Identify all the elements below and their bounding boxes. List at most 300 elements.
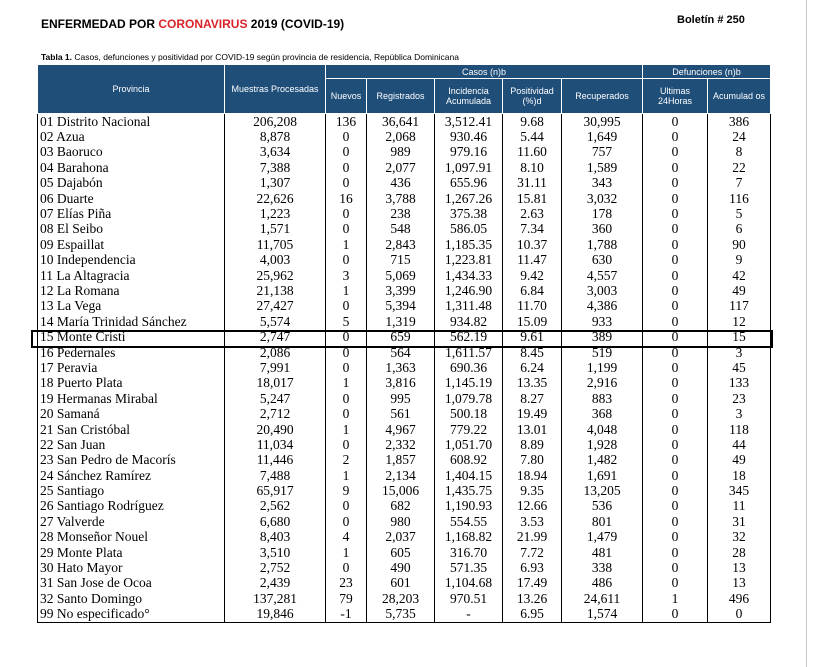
cell-ultimas: 0 xyxy=(643,268,708,283)
cell-positividad: 19.49 xyxy=(503,406,562,421)
cell-registrados: 1,363 xyxy=(367,360,435,375)
cell-ultimas: 0 xyxy=(643,283,708,298)
cell-registrados: 659 xyxy=(367,329,435,344)
cell-acumuladas: 496 xyxy=(708,591,771,606)
cell-nuevos: 1 xyxy=(326,376,367,391)
cell-positividad: 11.60 xyxy=(503,145,562,160)
cell-muestras: 11,705 xyxy=(225,237,326,252)
cell-acumuladas: 44 xyxy=(708,437,771,452)
cell-provincia: 10 Independencia xyxy=(38,253,225,268)
cell-incidencia: 1,145.19 xyxy=(435,376,503,391)
cell-incidencia: - xyxy=(435,607,503,623)
cell-muestras: 1,307 xyxy=(225,176,326,191)
cell-ultimas: 0 xyxy=(643,468,708,483)
cell-incidencia: 934.82 xyxy=(435,314,503,329)
cell-nuevos: 0 xyxy=(326,560,367,575)
cell-nuevos: 23 xyxy=(326,576,367,591)
cell-registrados: 15,006 xyxy=(367,483,435,498)
cell-provincia: 12 La Romana xyxy=(38,283,225,298)
table-row xyxy=(38,406,771,421)
cell-positividad: 10.37 xyxy=(503,237,562,252)
cell-nuevos: 0 xyxy=(326,360,367,375)
cell-nuevos: 0 xyxy=(326,514,367,529)
table-row xyxy=(38,299,771,314)
cell-nuevos: 9 xyxy=(326,483,367,498)
cell-nuevos: 1 xyxy=(326,468,367,483)
cell-nuevos: 2 xyxy=(326,453,367,468)
cell-recuperados: 360 xyxy=(562,222,643,237)
cell-registrados: 5,069 xyxy=(367,268,435,283)
cell-recuperados: 801 xyxy=(562,514,643,529)
cell-incidencia: 1,611.57 xyxy=(435,345,503,360)
cell-recuperados: 1,199 xyxy=(562,360,643,375)
cell-provincia: 26 Santiago Rodríguez xyxy=(38,499,225,514)
table-row xyxy=(38,129,771,144)
cell-incidencia: 1,190.93 xyxy=(435,499,503,514)
cell-acumuladas: 3 xyxy=(708,345,771,360)
cell-incidencia: 779.22 xyxy=(435,422,503,437)
report-title: ENFERMEDAD POR CORONAVIRUS 2019 (COVID-19) xyxy=(41,17,345,31)
cell-incidencia: 316.70 xyxy=(435,545,503,560)
page-edge xyxy=(806,0,807,667)
table-row xyxy=(38,391,771,406)
table-row xyxy=(38,422,771,437)
table-row xyxy=(38,160,771,175)
cell-nuevos: 0 xyxy=(326,329,367,344)
cell-positividad: 13.26 xyxy=(503,591,562,606)
cell-muestras: 8,878 xyxy=(225,129,326,144)
cell-muestras: 1,223 xyxy=(225,206,326,221)
cell-nuevos: 1 xyxy=(326,422,367,437)
cell-acumuladas: 11 xyxy=(708,499,771,514)
cell-nuevos: 0 xyxy=(326,176,367,191)
cell-provincia: 06 Duarte xyxy=(38,191,225,206)
table-row xyxy=(38,591,771,606)
cell-nuevos: 4 xyxy=(326,530,367,545)
cell-provincia: 24 Sánchez Ramírez xyxy=(38,468,225,483)
cell-recuperados: 1,482 xyxy=(562,453,643,468)
cell-registrados: 3,399 xyxy=(367,283,435,298)
cell-incidencia: 571.35 xyxy=(435,560,503,575)
cell-muestras: 6,680 xyxy=(225,514,326,529)
cell-acumuladas: 386 xyxy=(708,114,771,130)
cell-muestras: 65,917 xyxy=(225,483,326,498)
cell-incidencia: 970.51 xyxy=(435,591,503,606)
cell-incidencia: 979.16 xyxy=(435,145,503,160)
cell-provincia: 03 Baoruco xyxy=(38,145,225,160)
cell-incidencia: 690.36 xyxy=(435,360,503,375)
cell-acumuladas: 15 xyxy=(708,329,771,344)
cell-muestras: 8,403 xyxy=(225,530,326,545)
cell-recuperados: 13,205 xyxy=(562,483,643,498)
table-row xyxy=(38,314,771,329)
cell-recuperados: 1,479 xyxy=(562,530,643,545)
cell-registrados: 561 xyxy=(367,406,435,421)
table-row xyxy=(38,545,771,560)
cell-acumuladas: 22 xyxy=(708,160,771,175)
cell-nuevos: 0 xyxy=(326,129,367,144)
cell-positividad: 3.53 xyxy=(503,514,562,529)
cell-registrados: 2,077 xyxy=(367,160,435,175)
cell-registrados: 36,641 xyxy=(367,114,435,130)
cell-provincia: 14 María Trinidad Sánchez xyxy=(38,314,225,329)
highlight-box xyxy=(31,330,773,348)
table-row xyxy=(38,530,771,545)
cell-provincia: 31 San Jose de Ocoa xyxy=(38,576,225,591)
cell-positividad: 13.35 xyxy=(503,376,562,391)
cell-positividad: 9.35 xyxy=(503,483,562,498)
cell-positividad: 7.72 xyxy=(503,545,562,560)
cell-provincia: 09 Espaillat xyxy=(38,237,225,252)
cell-provincia: 15 Monte Cristi xyxy=(38,329,225,344)
cell-registrados: 436 xyxy=(367,176,435,191)
title-highlight: CORONAVIRUS xyxy=(158,17,248,31)
cell-muestras: 137,281 xyxy=(225,591,326,606)
cell-provincia: 05 Dajabón xyxy=(38,176,225,191)
cell-muestras: 11,034 xyxy=(225,437,326,452)
cell-acumuladas: 31 xyxy=(708,514,771,529)
cell-muestras: 2,086 xyxy=(225,345,326,360)
cell-ultimas: 0 xyxy=(643,607,708,623)
cell-acumuladas: 13 xyxy=(708,576,771,591)
header-provincia: Provincia xyxy=(38,65,225,114)
header-nuevos: Nuevos xyxy=(326,79,367,114)
table-row xyxy=(38,499,771,514)
cell-ultimas: 0 xyxy=(643,114,708,130)
cell-ultimas: 0 xyxy=(643,206,708,221)
cell-ultimas: 0 xyxy=(643,129,708,144)
cell-ultimas: 0 xyxy=(643,499,708,514)
cell-positividad: 2.63 xyxy=(503,206,562,221)
cell-nuevos: 0 xyxy=(326,222,367,237)
cell-muestras: 2,439 xyxy=(225,576,326,591)
cell-recuperados: 757 xyxy=(562,145,643,160)
cell-recuperados: 486 xyxy=(562,576,643,591)
cell-nuevos: 16 xyxy=(326,191,367,206)
cell-incidencia: 1,434.33 xyxy=(435,268,503,283)
header-casos-group: Casos (n)b xyxy=(326,65,643,79)
cell-positividad: 8.10 xyxy=(503,160,562,175)
cell-recuperados: 30,995 xyxy=(562,114,643,130)
table-row xyxy=(38,237,771,252)
cell-ultimas: 0 xyxy=(643,422,708,437)
cell-incidencia: 930.46 xyxy=(435,129,503,144)
cell-incidencia: 1,223.81 xyxy=(435,253,503,268)
cell-nuevos: 1 xyxy=(326,237,367,252)
cell-recuperados: 3,032 xyxy=(562,191,643,206)
cell-provincia: 02 Azua xyxy=(38,129,225,144)
table-row xyxy=(38,483,771,498)
cell-nuevos: 1 xyxy=(326,283,367,298)
cell-acumuladas: 49 xyxy=(708,283,771,298)
cell-registrados: 601 xyxy=(367,576,435,591)
cell-provincia: 22 San Juan xyxy=(38,437,225,452)
table-body xyxy=(38,114,771,623)
table-row xyxy=(38,176,771,191)
cell-recuperados: 1,574 xyxy=(562,607,643,623)
cell-incidencia: 608.92 xyxy=(435,453,503,468)
cell-positividad: 15.09 xyxy=(503,314,562,329)
cell-positividad: 9.68 xyxy=(503,114,562,130)
header-muestras: Muestras Procesadas xyxy=(225,65,326,114)
cell-provincia: 29 Monte Plata xyxy=(38,545,225,560)
cell-nuevos: 79 xyxy=(326,591,367,606)
cell-recuperados: 368 xyxy=(562,406,643,421)
cell-incidencia: 586.05 xyxy=(435,222,503,237)
cell-positividad: 15.81 xyxy=(503,191,562,206)
cell-acumuladas: 32 xyxy=(708,530,771,545)
cell-nuevos: 0 xyxy=(326,145,367,160)
cell-positividad: 8.89 xyxy=(503,437,562,452)
cell-ultimas: 0 xyxy=(643,329,708,344)
header-incidencia: Incidencia Acumulada xyxy=(435,79,503,114)
cell-ultimas: 0 xyxy=(643,299,708,314)
cell-muestras: 20,490 xyxy=(225,422,326,437)
cell-muestras: 25,962 xyxy=(225,268,326,283)
table-row xyxy=(38,437,771,452)
cell-ultimas: 0 xyxy=(643,560,708,575)
cell-positividad: 5.44 xyxy=(503,129,562,144)
cell-nuevos: 136 xyxy=(326,114,367,130)
cell-muestras: 5,574 xyxy=(225,314,326,329)
table-row xyxy=(38,360,771,375)
table-row xyxy=(38,253,771,268)
cell-registrados: 2,068 xyxy=(367,129,435,144)
cell-ultimas: 0 xyxy=(643,314,708,329)
cell-provincia: 16 Pedernales xyxy=(38,345,225,360)
cell-muestras: 2,752 xyxy=(225,560,326,575)
cell-muestras: 2,712 xyxy=(225,406,326,421)
cell-muestras: 2,747 xyxy=(225,329,326,344)
cell-ultimas: 0 xyxy=(643,545,708,560)
cell-positividad: 7.34 xyxy=(503,222,562,237)
cell-recuperados: 343 xyxy=(562,176,643,191)
cell-positividad: 9.42 xyxy=(503,268,562,283)
table-row xyxy=(38,268,771,283)
cell-muestras: 1,571 xyxy=(225,222,326,237)
cell-muestras: 3,510 xyxy=(225,545,326,560)
cell-provincia: 19 Hermanas Mirabal xyxy=(38,391,225,406)
cell-provincia: 11 La Altagracia xyxy=(38,268,225,283)
cell-acumuladas: 23 xyxy=(708,391,771,406)
cell-provincia: 28 Monseñor Nouel xyxy=(38,530,225,545)
cell-muestras: 22,626 xyxy=(225,191,326,206)
cell-acumuladas: 13 xyxy=(708,560,771,575)
cell-positividad: 11.47 xyxy=(503,253,562,268)
cell-muestras: 11,446 xyxy=(225,453,326,468)
cell-recuperados: 338 xyxy=(562,560,643,575)
cell-acumuladas: 8 xyxy=(708,145,771,160)
cell-acumuladas: 49 xyxy=(708,453,771,468)
cell-incidencia: 655.96 xyxy=(435,176,503,191)
cell-registrados: 2,037 xyxy=(367,530,435,545)
cell-ultimas: 0 xyxy=(643,514,708,529)
cell-ultimas: 0 xyxy=(643,376,708,391)
cell-positividad: 6.84 xyxy=(503,283,562,298)
header-defunciones-group: Defunciones (n)b xyxy=(643,65,771,79)
cell-acumuladas: 3 xyxy=(708,406,771,421)
cell-registrados: 1,319 xyxy=(367,314,435,329)
cell-recuperados: 4,048 xyxy=(562,422,643,437)
cell-ultimas: 0 xyxy=(643,576,708,591)
cell-ultimas: 0 xyxy=(643,160,708,175)
cell-positividad: 11.70 xyxy=(503,299,562,314)
table-row xyxy=(38,376,771,391)
cell-registrados: 564 xyxy=(367,345,435,360)
table-row xyxy=(38,145,771,160)
cell-acumuladas: 12 xyxy=(708,314,771,329)
cell-incidencia: 1,435.75 xyxy=(435,483,503,498)
cell-provincia: 20 Samaná xyxy=(38,406,225,421)
cell-registrados: 2,332 xyxy=(367,437,435,452)
cell-incidencia: 1,051.70 xyxy=(435,437,503,452)
cell-muestras: 27,427 xyxy=(225,299,326,314)
cell-ultimas: 0 xyxy=(643,406,708,421)
header-positividad: Positividad (%)d xyxy=(503,79,562,114)
cell-positividad: 17.49 xyxy=(503,576,562,591)
cell-acumuladas: 24 xyxy=(708,129,771,144)
cell-positividad: 9.61 xyxy=(503,329,562,344)
cell-registrados: 1,857 xyxy=(367,453,435,468)
cell-registrados: 989 xyxy=(367,145,435,160)
cell-nuevos: 0 xyxy=(326,253,367,268)
cell-provincia: 01 Distrito Nacional xyxy=(38,114,225,130)
cell-incidencia: 562.19 xyxy=(435,329,503,344)
cell-positividad: 13.01 xyxy=(503,422,562,437)
cell-recuperados: 24,611 xyxy=(562,591,643,606)
cell-provincia: 99 No especificado° xyxy=(38,607,225,623)
cell-recuperados: 4,557 xyxy=(562,268,643,283)
cell-incidencia: 1,404.15 xyxy=(435,468,503,483)
cell-acumuladas: 345 xyxy=(708,483,771,498)
cell-acumuladas: 7 xyxy=(708,176,771,191)
cell-nuevos: 0 xyxy=(326,391,367,406)
header-acumuladas: Acumulad os xyxy=(708,79,771,114)
cell-recuperados: 1,928 xyxy=(562,437,643,452)
cell-provincia: 21 San Cristóbal xyxy=(38,422,225,437)
cell-recuperados: 3,003 xyxy=(562,283,643,298)
cell-incidencia: 1,267.26 xyxy=(435,191,503,206)
header-recuperados: Recuperados xyxy=(562,79,643,114)
cell-registrados: 980 xyxy=(367,514,435,529)
cell-muestras: 4,003 xyxy=(225,253,326,268)
cell-provincia: 08 El Seibo xyxy=(38,222,225,237)
table-row xyxy=(38,191,771,206)
cell-recuperados: 1,788 xyxy=(562,237,643,252)
cell-positividad: 6.93 xyxy=(503,560,562,575)
cell-nuevos: 3 xyxy=(326,268,367,283)
table-row xyxy=(38,206,771,221)
table-row xyxy=(38,114,771,130)
cell-positividad: 31.11 xyxy=(503,176,562,191)
cell-positividad: 18.94 xyxy=(503,468,562,483)
cell-registrados: 490 xyxy=(367,560,435,575)
bulletin-number: Boletín # 250 xyxy=(677,14,745,26)
cell-muestras: 7,991 xyxy=(225,360,326,375)
cell-incidencia: 554.55 xyxy=(435,514,503,529)
cell-ultimas: 0 xyxy=(643,222,708,237)
cell-ultimas: 0 xyxy=(643,145,708,160)
cell-registrados: 5,394 xyxy=(367,299,435,314)
cell-provincia: 25 Santiago xyxy=(38,483,225,498)
cell-provincia: 27 Valverde xyxy=(38,514,225,529)
cell-recuperados: 178 xyxy=(562,206,643,221)
cell-incidencia: 1,311.48 xyxy=(435,299,503,314)
cell-ultimas: 0 xyxy=(643,530,708,545)
cell-acumuladas: 0 xyxy=(708,607,771,623)
cell-nuevos: 0 xyxy=(326,345,367,360)
cell-incidencia: 1,185.35 xyxy=(435,237,503,252)
cell-muestras: 21,138 xyxy=(225,283,326,298)
cell-provincia: 30 Hato Mayor xyxy=(38,560,225,575)
header-ultimas: Ultimas 24Horas xyxy=(643,79,708,114)
table-row xyxy=(38,514,771,529)
cell-acumuladas: 42 xyxy=(708,268,771,283)
cell-muestras: 19,846 xyxy=(225,607,326,623)
cell-ultimas: 0 xyxy=(643,176,708,191)
cell-recuperados: 1,649 xyxy=(562,129,643,144)
cell-muestras: 3,634 xyxy=(225,145,326,160)
cell-acumuladas: 133 xyxy=(708,376,771,391)
table-caption: Tabla 1. Casos, defunciones y positividad por COVID-19 según provincia de residencia, República Dominicana xyxy=(41,52,459,62)
cell-ultimas: 1 xyxy=(643,591,708,606)
cell-incidencia: 3,512.41 xyxy=(435,114,503,130)
cell-recuperados: 4,386 xyxy=(562,299,643,314)
cell-acumuladas: 118 xyxy=(708,422,771,437)
cell-incidencia: 1,168.82 xyxy=(435,530,503,545)
cell-registrados: 3,816 xyxy=(367,376,435,391)
cell-muestras: 7,488 xyxy=(225,468,326,483)
cell-positividad: 12.66 xyxy=(503,499,562,514)
table-row xyxy=(38,222,771,237)
cell-registrados: 548 xyxy=(367,222,435,237)
cell-positividad: 8.27 xyxy=(503,391,562,406)
cell-recuperados: 519 xyxy=(562,345,643,360)
cell-acumuladas: 116 xyxy=(708,191,771,206)
cell-ultimas: 0 xyxy=(643,391,708,406)
cell-registrados: 3,788 xyxy=(367,191,435,206)
cell-muestras: 7,388 xyxy=(225,160,326,175)
cell-recuperados: 536 xyxy=(562,499,643,514)
cell-acumuladas: 18 xyxy=(708,468,771,483)
cell-ultimas: 0 xyxy=(643,483,708,498)
cell-acumuladas: 28 xyxy=(708,545,771,560)
cell-incidencia: 1,246.90 xyxy=(435,283,503,298)
cell-ultimas: 0 xyxy=(643,360,708,375)
cell-nuevos: 0 xyxy=(326,437,367,452)
cell-provincia: 07 Elías Piña xyxy=(38,206,225,221)
cell-ultimas: 0 xyxy=(643,437,708,452)
cell-ultimas: 0 xyxy=(643,345,708,360)
table-row xyxy=(38,283,771,298)
cell-registrados: 5,735 xyxy=(367,607,435,623)
cell-acumuladas: 117 xyxy=(708,299,771,314)
cell-positividad: 6.24 xyxy=(503,360,562,375)
cell-registrados: 28,203 xyxy=(367,591,435,606)
cell-positividad: 7.80 xyxy=(503,453,562,468)
cell-incidencia: 1,079.78 xyxy=(435,391,503,406)
header-registrados: Registrados xyxy=(367,79,435,114)
cell-provincia: 17 Peravia xyxy=(38,360,225,375)
cell-recuperados: 481 xyxy=(562,545,643,560)
cell-recuperados: 389 xyxy=(562,329,643,344)
table-row xyxy=(38,576,771,591)
cell-provincia: 13 La Vega xyxy=(38,299,225,314)
cell-registrados: 682 xyxy=(367,499,435,514)
cell-registrados: 4,967 xyxy=(367,422,435,437)
cell-provincia: 23 San Pedro de Macorís xyxy=(38,453,225,468)
cell-nuevos: 0 xyxy=(326,406,367,421)
